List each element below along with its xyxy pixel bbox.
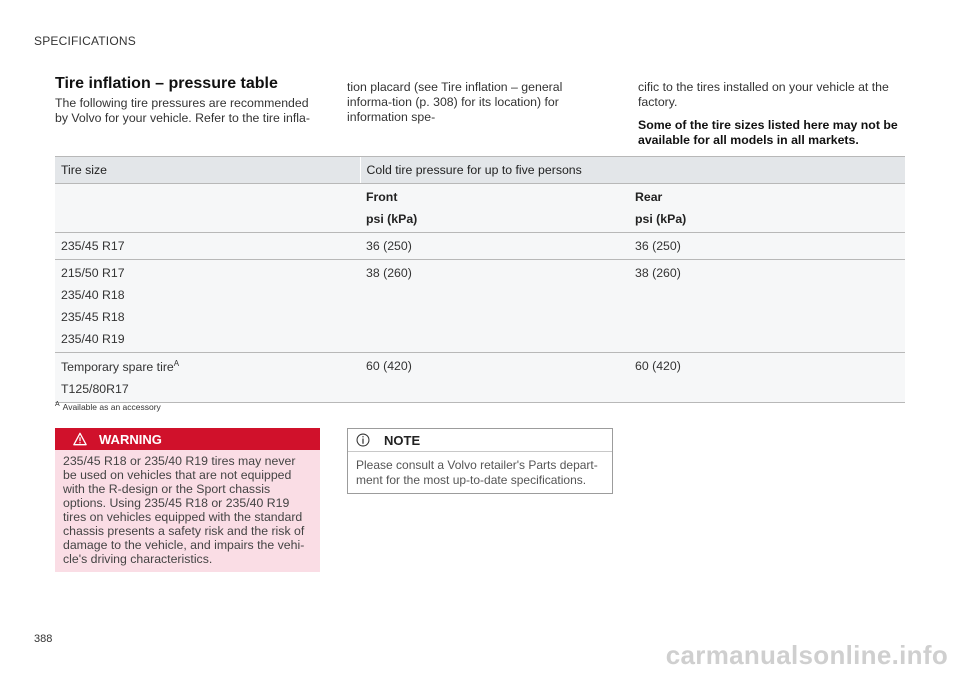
tire-size: 235/45 R17 — [61, 239, 125, 253]
warning-triangle-icon — [73, 432, 87, 446]
note-box — [347, 428, 613, 494]
table-cell-rear-header — [629, 184, 905, 233]
tire-size: 235/40 R18 — [61, 288, 125, 302]
watermark: carmanualsonline.info — [665, 640, 948, 670]
tire-size: 235/45 R18 — [61, 310, 125, 324]
rear-pressure-cell: 36 (250) — [629, 233, 905, 260]
front-label: Front — [366, 190, 398, 204]
tire-size: T125/80R17 — [61, 382, 129, 397]
column-header-cold-pressure: Cold tire pressure for up to five persons — [360, 157, 905, 184]
rear-pressure-cell: 38 (260) — [629, 260, 905, 353]
front-unit: psi (kPa) — [366, 212, 418, 226]
tire-size-spare — [61, 359, 354, 374]
table-row — [55, 260, 905, 353]
tire-size-cell — [55, 233, 360, 260]
note-text: Please consult a Volvo retailer's Parts depart-ment for the most up-to-date specifications. — [356, 458, 598, 487]
warning-box — [55, 428, 320, 572]
table-row — [55, 353, 905, 403]
page-number: 388 — [34, 633, 53, 645]
spare-tire-label: Temporary spare tire — [61, 360, 174, 375]
page-title: Tire inflation – pressure table — [55, 75, 278, 92]
tire-size-cell — [55, 260, 360, 353]
front-pressure-cell: 36 (250) — [360, 233, 629, 260]
table-cell-empty — [55, 184, 360, 233]
footnote-text: Available as an accessory — [62, 401, 161, 412]
rear-unit: psi (kPa) — [635, 212, 687, 226]
tire-size: 235/40 R19 — [61, 332, 125, 346]
warning-header — [55, 428, 320, 450]
front-pressure-cell: 60 (420) — [360, 353, 629, 403]
footnote-marker: A — [173, 359, 180, 368]
warning-label: WARNING — [99, 431, 162, 447]
availability-note: Some of the tire sizes listed here may not be available for all models in all markets. — [638, 118, 898, 147]
warning-text: 235/45 R18 or 235/40 R19 tires may never be used on vehicles that are not equipped with the R-design or the Sport chassis options. Using 235/45 R18 or 235/40 R19 tires on vehicles equipped with the standard chassis presents a safety risk and the risk of damage to the vehicle, and impairs the vehi-cle's driving characteristics. — [63, 454, 305, 566]
table-cell-front-header — [360, 184, 629, 233]
table-footnote — [55, 401, 161, 412]
section-header: SPECIFICATIONS — [34, 34, 136, 48]
note-header — [348, 429, 612, 452]
table-subheader-row — [55, 184, 905, 233]
intro-text-2: tion placard (see Tire inflation – general informa-tion (p. 308) for its location) for information spe- — [347, 80, 563, 124]
column-header-tire-size: Tire size — [55, 157, 360, 184]
table-header-row — [55, 157, 905, 184]
front-pressure-cell: 38 (260) — [360, 260, 629, 353]
rear-label: Rear — [635, 190, 663, 204]
intro-column-2 — [347, 80, 607, 133]
rear-pressure-cell: 60 (420) — [629, 353, 905, 403]
note-label: NOTE — [384, 432, 421, 448]
intro-column-1 — [55, 96, 315, 134]
intro-text-3: cific to the tires installed on your vehicle at the factory. — [638, 80, 889, 109]
info-circle-icon — [356, 433, 370, 447]
tire-pressure-table — [55, 156, 905, 403]
tire-size-cell — [55, 353, 360, 403]
intro-column-3 — [638, 80, 898, 156]
footnote-marker: A — [55, 401, 60, 408]
table-row — [55, 233, 905, 260]
intro-text-1: The following tire pressures are recommended by Volvo for your vehicle. Refer to the tire infla- — [55, 96, 310, 125]
tire-size: 215/50 R17 — [61, 266, 125, 280]
